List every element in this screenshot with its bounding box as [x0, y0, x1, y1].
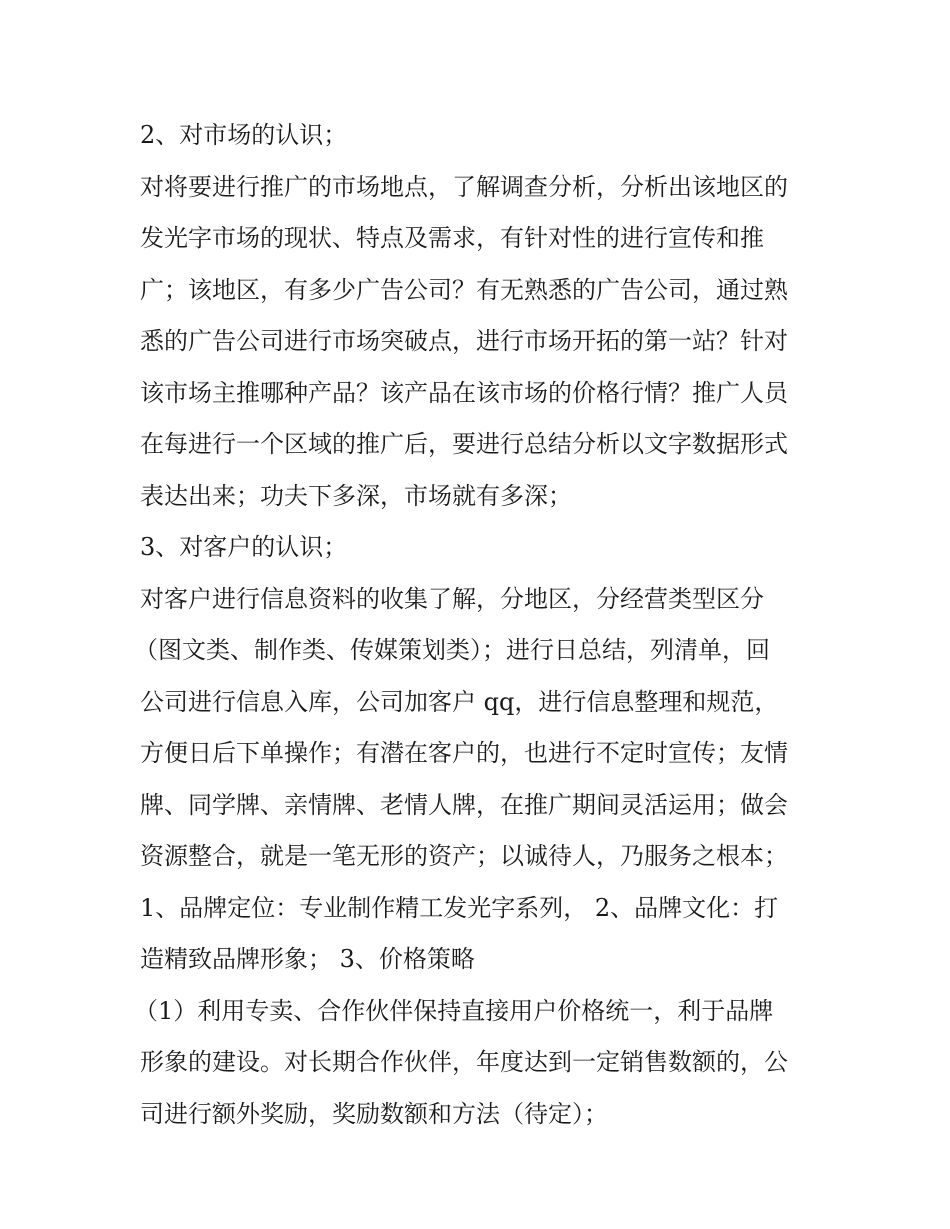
text-line: 广；该地区，有多少广告公司？有无熟悉的广告公司，通过熟	[140, 275, 788, 304]
text-line: 发光字市场的现状、特点及需求，有针对性的进行宣传和推	[140, 224, 764, 252]
text-line: （图文类、制作类、传媒策划类）；进行日总结，列清单，回	[134, 636, 770, 664]
text-line: 形象的建设。对长期合作伙伴，年度达到一定销售数额的，公	[140, 1048, 788, 1076]
text-line: 3、对客户的认识；	[140, 533, 348, 561]
text-line: 公司进行信息入库，公司加客户 qq，进行信息整理和规范，	[140, 687, 779, 716]
text-line: 2、对市场的认识；	[140, 121, 348, 149]
text-line: （1）利用专卖、合作伙伴保持直接用户价格统一，利于品牌	[134, 996, 774, 1025]
text-line: 1、品牌定位：专业制作精工发光字系列， 2、品牌文化：打	[140, 893, 779, 922]
text-line: 表达出来；功夫下多深，市场就有多深；	[140, 481, 572, 510]
document-body	[134, 110, 830, 1140]
text-line: 资源整合，就是一笔无形的资产；以诚待人，乃服务之根本；	[140, 842, 788, 870]
text-line: 该市场主推哪种产品？该产品在该市场的价格行情？推广人员	[140, 378, 788, 407]
text-line: 司进行额外奖励，奖励数额和方法（待定）；	[140, 1099, 608, 1128]
text-line: 对将要进行推广的市场地点，了解调查分析，分析出该地区的	[140, 172, 788, 201]
text-line: 造精致品牌形象； 3、价格策略	[140, 945, 475, 973]
text-line: 在每进行一个区域的推广后，要进行总结分析以文字数据形式	[140, 430, 788, 458]
text-line: 牌、同学牌、亲情牌、老情人牌，在推广期间灵活运用；做会	[140, 790, 788, 819]
text-line: 悉的广告公司进行市场突破点，进行市场开拓的第一站？针对	[140, 327, 788, 355]
text-line: 对客户进行信息资料的收集了解，分地区，分经营类型区分	[140, 584, 764, 613]
text-line: 方便日后下单操作；有潜在客户的，也进行不定时宣传；友情	[140, 739, 788, 767]
